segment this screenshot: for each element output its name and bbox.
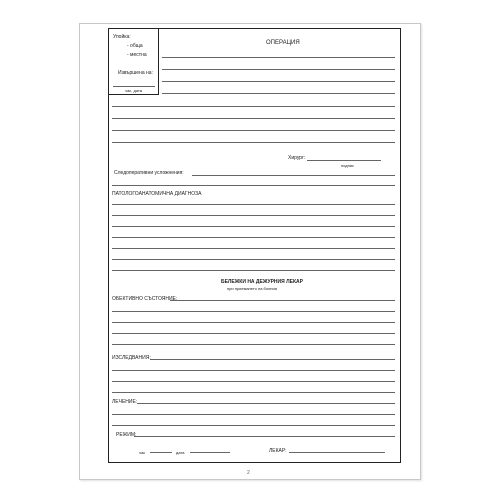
notes-subtitle: при приемането на болния (227, 286, 277, 291)
operation-line-8[interactable] (112, 142, 395, 143)
objective-line-5[interactable] (112, 344, 395, 345)
surgeon-label: Хирург: (288, 155, 306, 161)
regime-line[interactable] (134, 436, 395, 437)
doctor-label: ЛЕКАР: (269, 448, 287, 454)
performed-on-line[interactable] (113, 86, 155, 87)
postop-complications-label: Следоперативни усложнения: (114, 170, 184, 176)
operation-line-1[interactable] (162, 57, 395, 58)
performed-on-label: Извършена на: (118, 70, 153, 76)
objective-line-4[interactable] (112, 333, 395, 334)
pathology-title: ПАТОЛОГОАНАТОМИЧНА ДИАГНОЗА (112, 191, 202, 197)
notes-title: БЕЛЕЖКИ НА ДЕЖУРНИЯ ЛЕКАР (221, 279, 303, 285)
pathology-line-4[interactable] (112, 237, 395, 238)
objective-line-3[interactable] (112, 322, 395, 323)
investigations-line-3[interactable] (112, 381, 395, 382)
objective-line-1[interactable] (170, 300, 395, 301)
footer-time-line[interactable] (150, 452, 172, 453)
postop-line-1[interactable] (192, 175, 395, 176)
operation-line-3[interactable] (162, 81, 395, 82)
treatment-line-1[interactable] (137, 403, 395, 404)
anesthesia-label: Упойка: (113, 34, 131, 40)
performed-on-subnote: час, дата (125, 88, 143, 93)
surgeon-signature-line[interactable] (307, 160, 381, 161)
pathology-line-2[interactable] (112, 215, 395, 216)
pathology-line-5[interactable] (112, 248, 395, 249)
objective-line-2[interactable] (112, 311, 395, 312)
footer-time-label: час (139, 450, 146, 455)
operation-line-2[interactable] (162, 69, 395, 70)
investigations-label: ИЗСЛЕДВАНИЯ: (112, 355, 151, 361)
postop-line-2[interactable] (112, 185, 395, 186)
footer-date-line[interactable] (190, 452, 230, 453)
investigations-line-1[interactable] (150, 359, 395, 360)
option-local: - местна (127, 52, 147, 58)
pathology-line-6[interactable] (112, 259, 395, 260)
operation-line-4[interactable] (162, 93, 395, 94)
treatment-label: ЛЕЧЕНИЕ: (112, 399, 138, 405)
regime-label: РЕЖИМ: (116, 432, 137, 438)
investigations-line-4[interactable] (112, 392, 395, 393)
page-number: 2 (247, 470, 250, 476)
operation-line-7[interactable] (112, 130, 395, 131)
investigations-line-2[interactable] (112, 370, 395, 371)
treatment-line-3[interactable] (112, 425, 395, 426)
treatment-line-2[interactable] (112, 414, 395, 415)
operation-line-5[interactable] (112, 106, 395, 107)
footer-date-label: дата (176, 450, 185, 455)
operation-title: ОПЕРАЦИЯ (266, 40, 300, 46)
pathology-line-1[interactable] (112, 204, 395, 205)
doctor-signature-line[interactable] (289, 452, 385, 453)
pathology-line-3[interactable] (112, 226, 395, 227)
operation-line-6[interactable] (112, 118, 395, 119)
pathology-line-7[interactable] (112, 270, 395, 271)
option-general: - обща (127, 43, 143, 49)
surgeon-subnote: подпис (341, 163, 355, 168)
objective-state-label: ОБЕКТИВНО СЪСТОЯНИЕ: (112, 296, 178, 302)
